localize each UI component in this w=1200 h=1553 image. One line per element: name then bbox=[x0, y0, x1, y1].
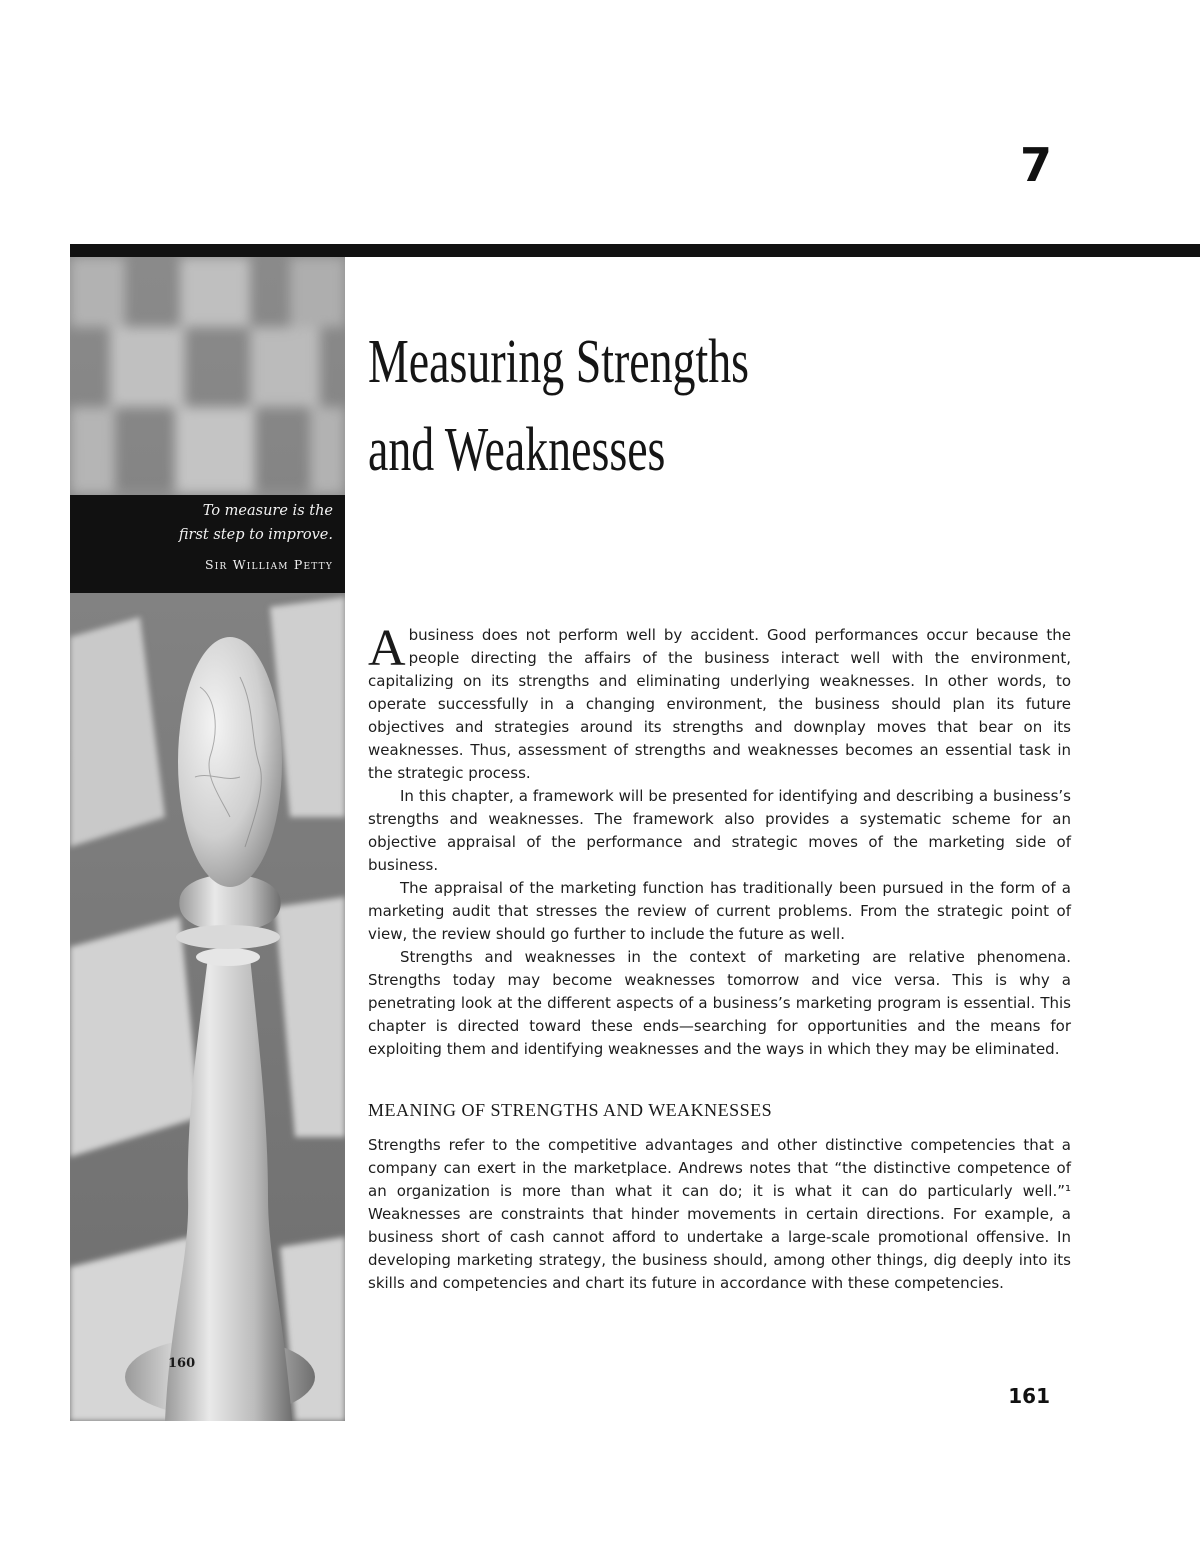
section-paragraph-1: Strengths refer to the competitive advantages and other distinctive competencies that a company can exert in the marketplace. Andrews notes that “the distinctive competence of an organization is more than what it can do; it is what it can do particularly well.”¹ Weaknesses are constraints that hinder movements in certain directions. For example, a business short of cash cannot afford to undertake a large-scale promotional offensive. In developing marketing strategy, the business should, among other things, dig deeply into its skills and competencies and chart its future in accordance with these competencies. bbox=[368, 1136, 1071, 1292]
chess-pawn-photo bbox=[70, 257, 345, 1421]
chapter-title-line-1: Measuring Strengths bbox=[368, 328, 750, 396]
chapter-number: 7 bbox=[1019, 138, 1052, 192]
intro-paragraph-2: In this chapter, a framework will be presented for identifying and describing a business’s strengths and weaknesses. The framework also provides a systematic scheme for an objective appraisal of the performance and strategic moves of the marketing side of business. bbox=[368, 787, 1071, 874]
right-page-number: 161 bbox=[1008, 1384, 1050, 1408]
left-page-number: 160 bbox=[168, 1356, 196, 1371]
epigraph-line-1: To measure is the bbox=[202, 503, 333, 519]
chess-photo-panel bbox=[70, 257, 345, 1421]
epigraph-box bbox=[70, 495, 345, 593]
epigraph-author: Sir William Petty bbox=[205, 557, 333, 572]
chapter-title-line-2: and Weaknesses bbox=[368, 416, 666, 484]
drop-cap: A bbox=[368, 620, 406, 677]
intro-paragraph-3: The appraisal of the marketing function has traditionally been pursued in the form of a marketing audit that stresses the review of current problems. From the strategic point of view, the review should go further to include the future as well. bbox=[368, 879, 1071, 943]
chapter-title bbox=[368, 318, 749, 494]
chapter-rule bbox=[70, 244, 1200, 257]
epigraph-line-2: first step to improve. bbox=[178, 527, 333, 543]
intro-paragraph-4: Strengths and weaknesses in the context of marketing are relative phenomena. Strengths today may become weaknesses tomorrow and vice versa. This is why a penetrating look at the different aspects of a business’s marketing program is essential. This chapter is directed toward these ends—searching for opportunities and the means for exploiting them and identifying weaknesses and the ways in which they may be eliminated. bbox=[368, 948, 1071, 1058]
body-text bbox=[368, 620, 1071, 1295]
section-heading: MEANING OF STRENGTHS AND WEAKNESSES bbox=[368, 1100, 773, 1120]
intro-paragraph-1 bbox=[368, 620, 1071, 785]
intro-paragraph-1-text: business does not perform well by accident. Good performances occur because the people directing the affairs of the business interact well with the environment, capitalizing on its strengths and eliminating underlying weaknesses. In other words, to operate successfully in a changing environment, the business should plan its future objectives and strategies around its strengths and downplay moves that bear on its weaknesses. Thus, assessment of strengths and weaknesses becomes an essential task in the strategic process. bbox=[368, 626, 1071, 782]
